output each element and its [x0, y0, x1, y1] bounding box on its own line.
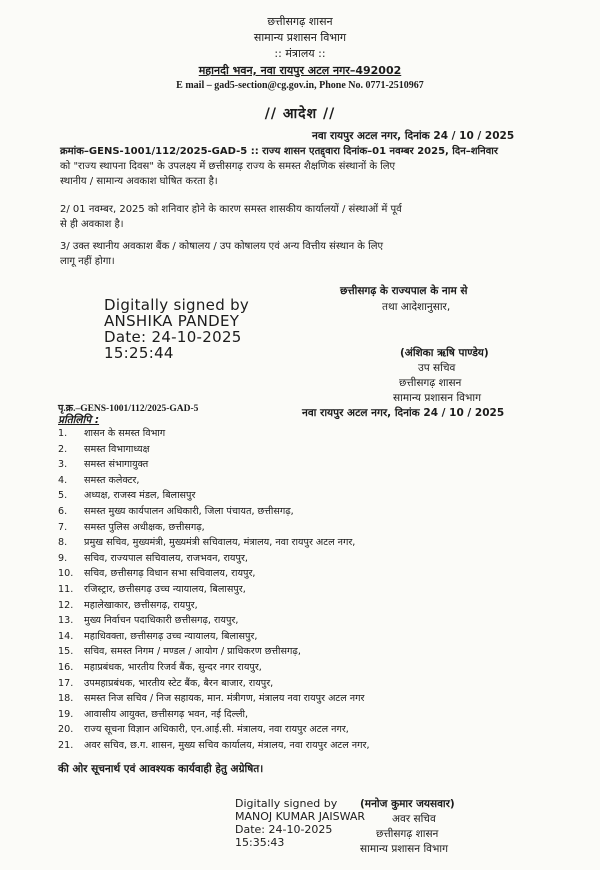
copy-list-item-number: 14.	[58, 630, 74, 642]
signature-2-line-3: Date: 24-10-2025	[235, 823, 333, 836]
copy-list-item-number: 2.	[58, 443, 68, 455]
copy-list-item-text: समस्त मुख्य कार्यपालन अधिकारी, जिला पंचायत, छत्तीसगढ़,	[84, 505, 294, 517]
officer-2-department: सामान्य प्रशासन विभाग	[360, 843, 449, 855]
copy-list-item	[58, 629, 370, 645]
copy-list-item-number: 12.	[58, 599, 74, 611]
signature-2-line-1: Digitally signed by	[235, 797, 338, 810]
copy-list-item	[58, 722, 370, 738]
copy-list-item-text: समस्त निज सचिव / निज सहायक, मान. मंत्रीगण, मंत्रालय नवा रायपुर अटल नगर	[84, 693, 365, 705]
copy-list-item	[58, 644, 370, 660]
copy-list-item-text: समस्त कलेक्टर,	[84, 474, 140, 486]
copy-list-item	[58, 488, 370, 504]
copy-list-item	[58, 566, 370, 582]
copy-list-item-text: मुख्य निर्वाचन पदाधिकारी छत्तीसगढ़, रायपुर,	[84, 615, 239, 627]
officer-2-government: छत्तीसगढ़ शासन	[376, 828, 439, 840]
copy-list-item-text: अवर सचिव, छ.ग. शासन, मुख्य सचिव कार्यालय, मंत्रालय, नवा रायपुर अटल नगर,	[84, 739, 370, 751]
signature-1-line-4: 15:25:44	[104, 344, 174, 362]
endorsement-number: पृ.क्र.–GENS-1001/112/2025-GAD-5	[58, 404, 199, 414]
copy-list-item-number: 5.	[58, 490, 68, 502]
copy-list-item-number: 1.	[58, 428, 68, 439]
digital-signature-1	[104, 297, 249, 361]
paragraph-1-line-2: को "राज्य स्थापना दिवस" के उपलक्ष्य में छत्तीसगढ़ राज्य के समस्त शैक्षणिक संस्थानों के लिए	[60, 161, 396, 172]
officer-1-government: छत्तीसगढ़ शासन	[399, 377, 462, 389]
copy-list-item-number: 16.	[58, 661, 74, 673]
copy-list-item-text: सचिव, समस्त निगम / मण्डल / आयोग / प्राधिकरण छत्तीसगढ़,	[84, 646, 301, 658]
copy-list-item-text: समस्त संभागायुक्त	[84, 459, 149, 471]
copy-list-item	[58, 457, 370, 473]
paragraph-1-line-1: क्रमांक–GENS-1001/112/2025-GAD-5 :: राज्य शासन एतद्द्वारा दिनांक–01 नवम्बर 2025, दिन–शनिवार	[60, 146, 498, 157]
place-date: नवा रायपुर अटल नगर, दिनांक 24 / 10 / 2025	[312, 130, 515, 142]
copy-list-item	[58, 676, 370, 692]
copy-label: प्रतिलिपि :	[58, 414, 100, 426]
copy-list-item	[58, 504, 370, 520]
paragraph-3-line-2: लागू नहीं होगा।	[60, 256, 115, 267]
copy-list-item-text: अध्यक्ष, राजस्व मंडल, बिलासपुर	[84, 490, 196, 502]
paragraph-1	[60, 144, 498, 189]
copy-list	[58, 426, 370, 753]
copy-list-item	[58, 613, 370, 629]
copy-list-item-text: राज्य सूचना विज्ञान अधिकारी, एन.आई.सी. मंत्रालय, नवा रायपुर अटल नगर,	[84, 724, 349, 736]
copy-list-item-text: आवासीय आयुक्त, छत्तीसगढ़ भवन, नई दिल्ली,	[84, 708, 248, 720]
copy-list-item	[58, 691, 370, 707]
copy-list-item-number: 3.	[58, 459, 68, 471]
governor-line-2: तथा आदेशानुसार,	[382, 301, 451, 313]
paragraph-2-line-2: से ही अवकाश है।	[60, 219, 124, 230]
officer-1-department: सामान्य प्रशासन विभाग	[393, 392, 482, 404]
paragraph-1-line-3: स्थानीय / सामान्य अवकाश घोषित करता है।	[60, 176, 218, 187]
officer-1-place-date: नवा रायपुर अटल नगर, दिनांक 24 / 10 / 2025	[302, 407, 505, 419]
copy-list-item-number: 8.	[58, 537, 68, 549]
copy-list-item	[58, 660, 370, 676]
copy-list-item-text: रजिस्ट्रार, छत्तीसगढ़ उच्च न्यायालय, बिलासपुर,	[84, 583, 246, 595]
copy-list-item	[58, 473, 370, 489]
signature-2-line-2: MANOJ KUMAR JAISWAR	[235, 810, 366, 823]
order-title: // आदेश //	[264, 106, 336, 122]
paragraph-2-line-1: 2/ 01 नवम्बर, 2025 को शनिवार होने के कारण समस्त शासकीय कार्यालयों / संस्थाओं में पूर्व	[60, 204, 402, 215]
copy-list-item-number: 20.	[58, 724, 74, 736]
header-contact: E mail – gad5-section@cg.gov.in, Phone No. 0771-2510967	[176, 80, 424, 91]
signature-1-line-1: Digitally signed by	[104, 296, 250, 314]
officer-1-designation: उप सचिव	[418, 362, 456, 374]
officer-1-name: (अंशिका ऋषि पाण्डेय)	[400, 347, 489, 359]
copy-list-item-text: शासन के समस्त विभाग	[84, 428, 166, 439]
copy-list-item-text: समस्त पुलिस अधीक्षक, छत्तीसगढ़,	[84, 521, 205, 533]
copy-list-item-number: 4.	[58, 474, 68, 486]
signature-1-line-2: ANSHIKA PANDEY	[104, 312, 240, 330]
copy-list-item-text: सचिव, राज्यपाल सचिवालय, राजभवन, रायपुर,	[84, 552, 248, 564]
copy-list-item	[58, 520, 370, 536]
copy-list-item-number: 15.	[58, 646, 74, 658]
header-ministry: :: मंत्रालय ::	[274, 47, 326, 60]
copy-list-item-text: प्रमुख सचिव, मुख्यमंत्री, मुख्यमंत्री सचिवालय, मंत्रालय, नवा रायपुर अटल नगर,	[84, 537, 356, 549]
copy-list-item-text: महालेखाकार, छत्तीसगढ़, रायपुर,	[84, 599, 198, 611]
copy-list-item	[58, 582, 370, 598]
copy-list-item	[58, 535, 370, 551]
copy-list-item	[58, 442, 370, 458]
header-department: सामान्य प्रशासन विभाग	[253, 31, 347, 44]
copy-list-item-number: 19.	[58, 708, 74, 720]
copy-list-item-text: सचिव, छत्तीसगढ़ विधान सभा सचिवालय, रायपुर,	[84, 568, 256, 580]
digital-signature-2	[235, 797, 365, 849]
copy-list-item	[58, 707, 370, 723]
copy-list-item-number: 10.	[58, 568, 74, 580]
closing-line: की ओर सूचनार्थ एवं आवश्यक कार्यवाही हेतु अग्रेषित।	[58, 763, 264, 775]
copy-list-item-number: 7.	[58, 521, 68, 533]
paragraph-3	[60, 239, 383, 269]
header-address: महानदी भवन, नवा रायपुर अटल नगर–492002	[198, 64, 402, 77]
copy-list-item	[58, 598, 370, 614]
copy-list-item-text: उपमहाप्रबंधक, भारतीय स्टेट बैंक, बैरन बाजार, रायपुर,	[84, 677, 274, 689]
copy-list-item-number: 11.	[58, 583, 74, 595]
header-government: छत्तीसगढ़ शासन	[267, 15, 333, 28]
copy-list-item-number: 17.	[58, 677, 74, 689]
paragraph-3-line-1: 3/ उक्त स्थानीय अवकाश बैंक / कोषालय / उप कोषालय एवं अन्य वित्तीय संस्थान के लिए	[60, 241, 384, 252]
copy-list-item-text: महाधिवक्ता, छत्तीसगढ़ उच्च न्यायालय, बिलासपुर,	[84, 630, 258, 642]
signature-2-line-4: 15:35:43	[235, 836, 285, 849]
copy-list-item-number: 18.	[58, 693, 74, 705]
governor-line-1: छत्तीसगढ़ के राज्यपाल के नाम से	[340, 285, 468, 297]
copy-list-item	[58, 738, 370, 754]
copy-list-item-number: 9.	[58, 552, 68, 564]
paragraph-2	[60, 202, 402, 232]
copy-list-item-text: समस्त विभागाध्यक्ष	[84, 443, 150, 455]
copy-list-item-number: 6.	[58, 505, 68, 517]
signature-1-line-3: Date: 24-10-2025	[104, 328, 242, 346]
copy-list-item	[58, 426, 370, 442]
copy-list-item-number: 21.	[58, 739, 74, 751]
officer-2-designation: अवर सचिव	[392, 813, 436, 825]
copy-list-item-text: महाप्रबंधक, भारतीय रिजर्व बैंक, सुन्दर नगर रायपुर,	[84, 661, 262, 673]
copy-list-item-number: 13.	[58, 615, 74, 627]
copy-list-item	[58, 551, 370, 567]
officer-2-name: (मनोज कुमार जयसवार)	[360, 798, 455, 810]
